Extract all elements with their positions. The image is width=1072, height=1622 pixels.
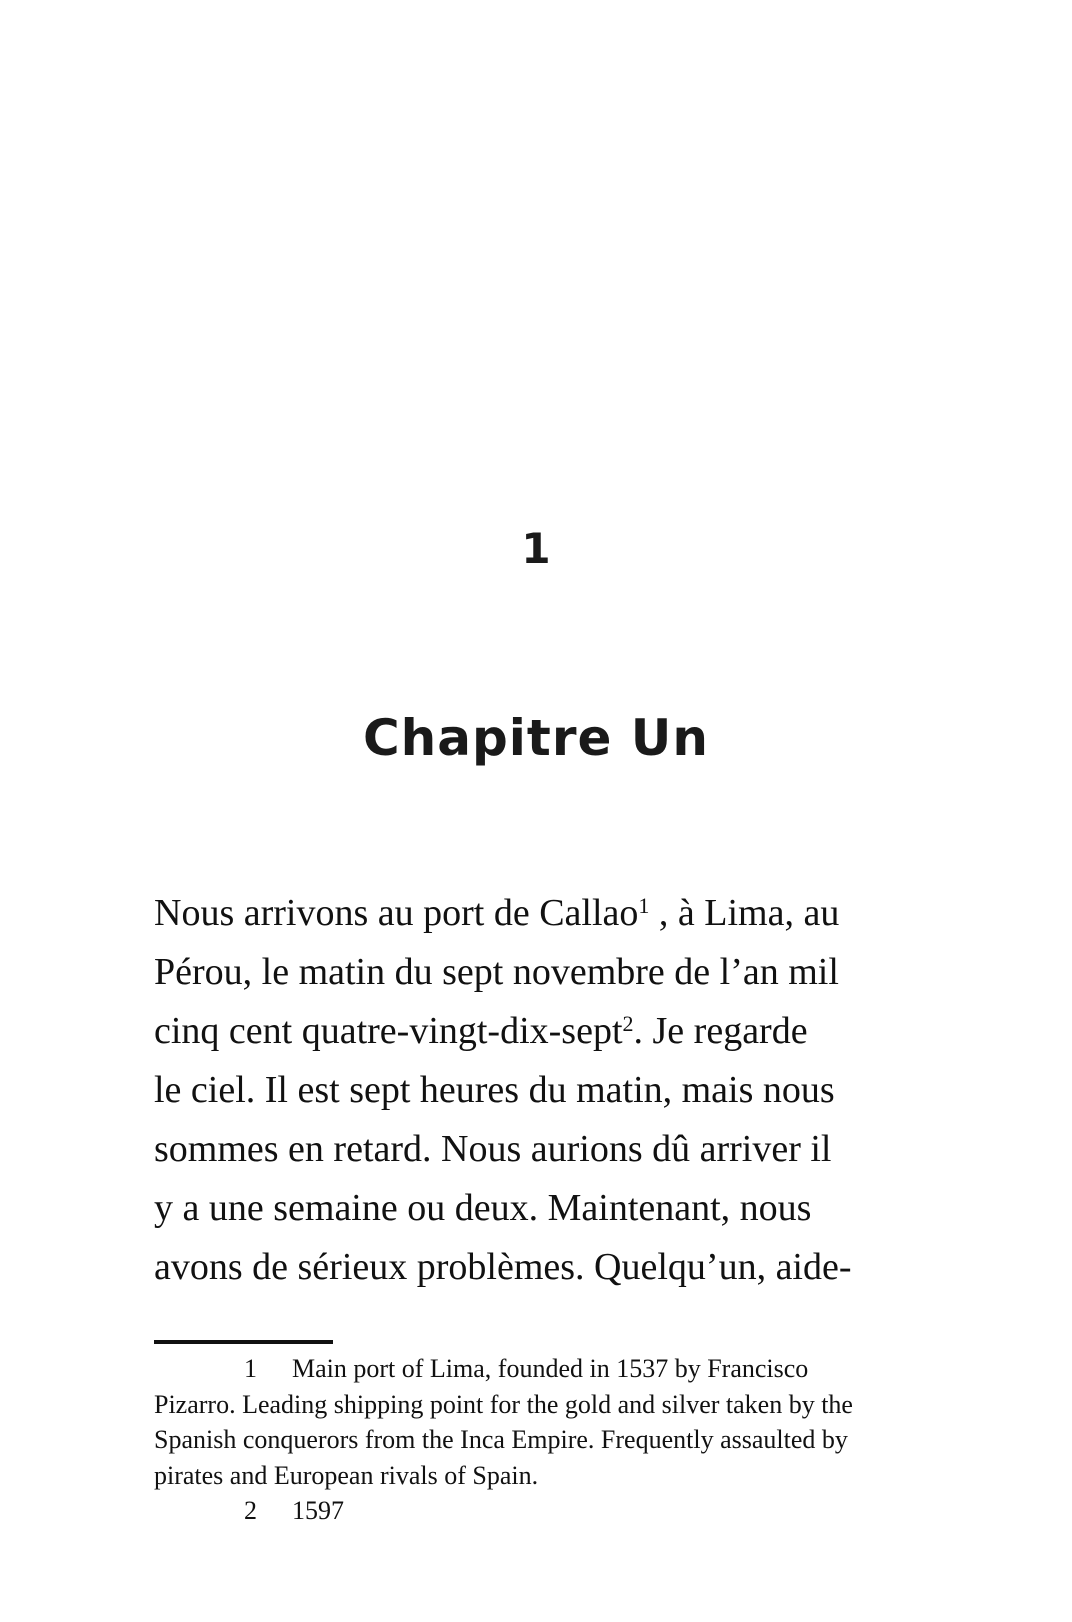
body-line-6: y a une semaine ou deux. Maintenant, nous [154, 1187, 812, 1229]
chapter-title: Chapitre Un [362, 709, 710, 767]
body-line-3-tail: . Je regarde [633, 1010, 808, 1052]
footnote-divider [154, 1340, 333, 1344]
body-line-3-text: cinq cent quatre-vingt-dix-sept [154, 1010, 623, 1052]
footnote-2-number: 2 [244, 1496, 257, 1525]
body-line-5: sommes en retard. Nous aurions dû arriver il [154, 1128, 832, 1170]
footnote-2-text: 1597 [292, 1496, 344, 1525]
footnote-1 [154, 1351, 954, 1493]
body-paragraph [154, 884, 944, 1297]
footnote-1-text: Main port of Lima, founded in 1537 by Francisco [292, 1354, 809, 1383]
body-line-1-text: Nous arrivons au port de Callao [154, 892, 639, 934]
footnote-1-line-4: pirates and European rivals of Spain. [154, 1460, 539, 1490]
body-line-3 [154, 1002, 944, 1061]
footnote-2 [154, 1493, 954, 1529]
footnote-1-line-2: Pizarro. Leading shipping point for the gold and silver taken by the [154, 1389, 853, 1419]
footnote-1-number: 1 [244, 1354, 257, 1383]
body-line-7: avons de sérieux problèmes. Quelqu’un, aide- [154, 1246, 852, 1288]
body-line-2: Pérou, le matin du sept novembre de l’an mil [154, 951, 839, 993]
chapter-number: 1 [521, 524, 551, 573]
footnote-ref-2[interactable]: 2 [622, 1011, 634, 1037]
footnote-1-line-3: Spanish conquerors from the Inca Empire. Frequently assaulted by [154, 1425, 848, 1454]
footnote-1-first-line [154, 1351, 954, 1387]
body-line-4: le ciel. Il est sept heures du matin, mais nous [154, 1069, 835, 1111]
footnote-2-first-line [154, 1493, 954, 1529]
body-line-1-tail: , à Lima, au [649, 892, 840, 934]
footnote-ref-1[interactable]: 1 [638, 893, 650, 919]
body-line-1 [154, 884, 944, 943]
footnotes [154, 1351, 954, 1529]
